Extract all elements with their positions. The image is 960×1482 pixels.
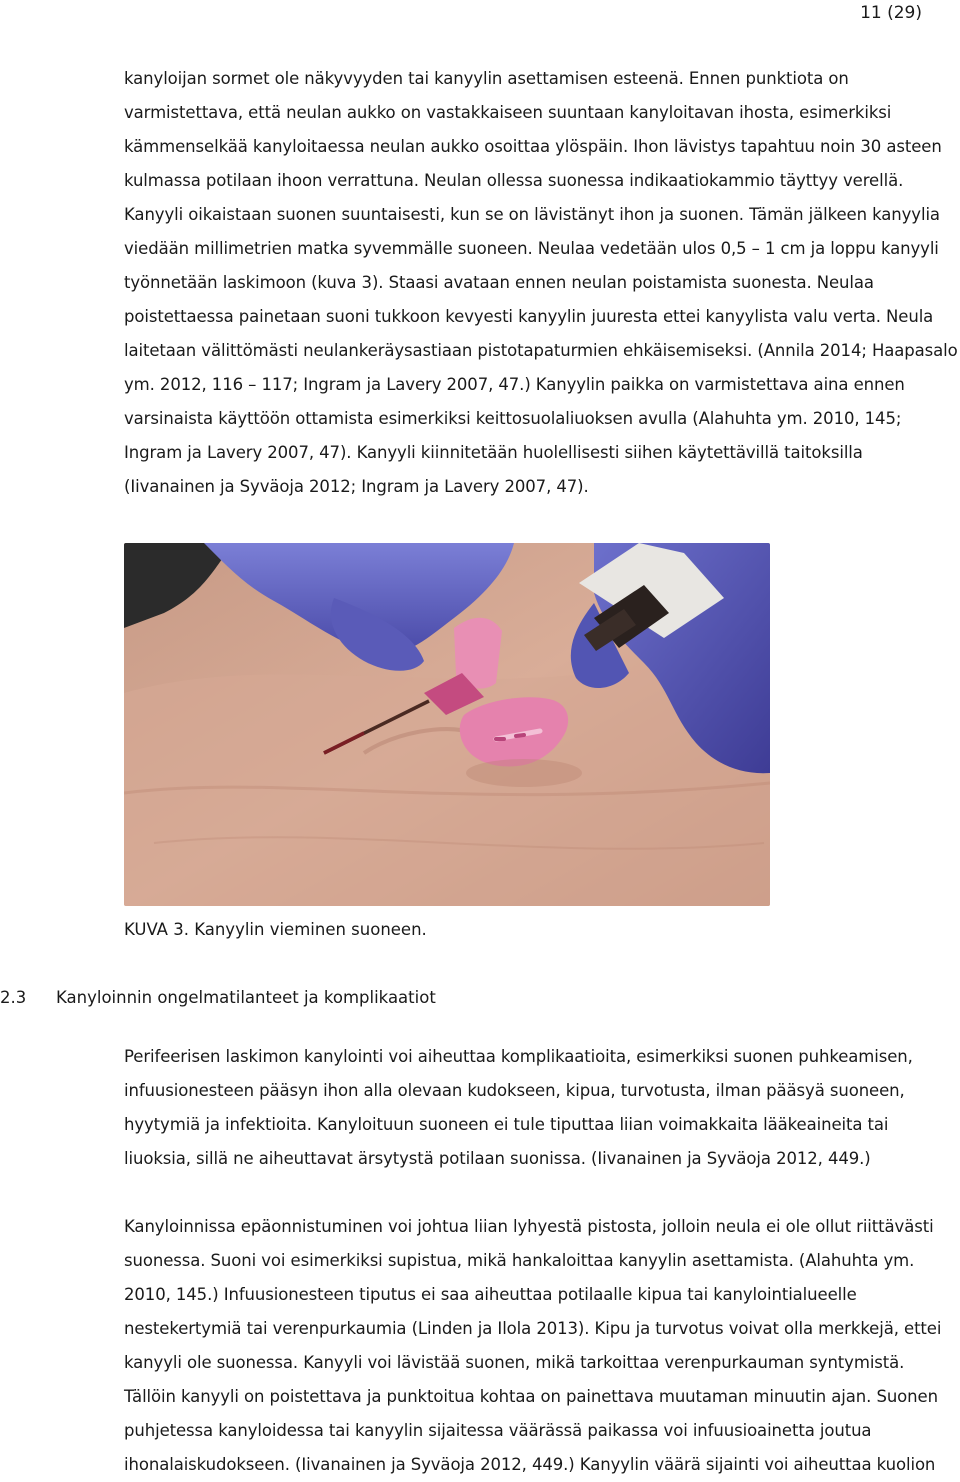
- text-line: laitetaan välittömästi neulankeräysastiaan pistotapaturmien ehkäisemiseksi. (Annila 2014; Haapasalo: [124, 341, 958, 360]
- text-line: hyytymiä ja infektioita. Kanyloituun suoneen ei tule tiputtaa liian voimakkaita lääkeaineita tai: [124, 1115, 889, 1134]
- text-line: kämmenselkää kanyloitaessa neulan aukko osoittaa ylöspäin. Ihon lävistys tapahtuu noin 30 asteen: [124, 137, 942, 156]
- text-line: 2010, 145.) Infuusionesteen tiputus ei saa aiheuttaa potilaalle kipua tai kanylointialueelle: [124, 1285, 857, 1304]
- text-line: poistettaessa painetaan suoni tukkoon kevyesti kanyylin juuresta ettei kanyylista valu verta. Neula: [124, 307, 934, 326]
- text-line: varsinaista käyttöön ottamista esimerkiksi keittosuolaliuoksen avulla (Alahuhta ym. 2010, 145;: [124, 409, 902, 428]
- text-line: työnnetään laskimoon (kuva 3). Staasi avataan ennen neulan poistamista suonesta. Neulaa: [124, 273, 874, 292]
- text-line: nestekertymiä tai verenpurkaumia (Linden ja Ilola 2013). Kipu ja turvotus voivat olla merkkejä, ettei: [124, 1319, 942, 1338]
- text-line: Perifeerisen laskimon kanylointi voi aiheuttaa komplikaatioita, esimerkiksi suonen puhkeamisen,: [124, 1047, 913, 1066]
- text-line: Tällöin kanyyli on poistettava ja punktoitua kohtaa on painettava muutaman minuutin ajan. Suonen: [124, 1387, 938, 1406]
- text-line: varmistettava, että neulan aukko on vastakkaiseen suuntaan kanyloitavan ihosta, esimerkiksi: [124, 103, 892, 122]
- section-title: Kanyloinnin ongelmatilanteet ja komplikaatiot: [56, 988, 436, 1007]
- text-line: puhjetessa kanyloidessa tai kanyylin sijaitessa väärässä paikassa voi infuusioainetta joutua: [124, 1421, 872, 1440]
- text-line: Kanyyli oikaistaan suonen suuntaisesti, kun se on lävistänyt ihon ja suonen. Tämän jälkeen kanyylia: [124, 205, 940, 224]
- text-line: (Iivanainen ja Syväoja 2012; Ingram ja Lavery 2007, 47).: [124, 477, 589, 496]
- page-number: 11 (29): [860, 3, 922, 23]
- text-line: suonessa. Suoni voi esimerkiksi supistua, mikä hankaloittaa kanyylin asettamista. (Alahuhta ym.: [124, 1251, 915, 1270]
- text-line: ihonalaiskudokseen. (Iivanainen ja Syväoja 2012, 449.) Kanyylin väärä sijainti voi aiheuttaa kuolion: [124, 1455, 936, 1474]
- text-line: kanyloijan sormet ole näkyvyyden tai kanyylin asettamisen esteenä. Ennen punktiota on: [124, 69, 849, 88]
- text-line: Ingram ja Lavery 2007, 47). Kanyyli kiinnitetään huolellisesti siihen käytettävillä taitoksilla: [124, 443, 863, 462]
- text-line: infuusionesteen pääsyn ihon alla olevaan kudokseen, kipua, turvotusta, ilman pääsyä suoneen,: [124, 1081, 905, 1100]
- text-line: liuoksia, sillä ne aiheuttavat ärsytystä potilaan suonissa. (Iivanainen ja Syväoja 2012, 449.): [124, 1149, 871, 1168]
- figure-caption: KUVA 3. Kanyylin vieminen suoneen.: [124, 920, 427, 939]
- body-paragraph-2: [124, 1040, 960, 1176]
- body-paragraph-3: [124, 1210, 960, 1482]
- text-line: kanyyli ole suonessa. Kanyyli voi lävistää suonen, mikä tarkoittaa verenpurkauman syntymistä.: [124, 1353, 905, 1372]
- text-line: Kanyloinnissa epäonnistuminen voi johtua liian lyhyestä pistosta, jolloin neula ei ole ollut riittävästi: [124, 1217, 934, 1236]
- body-paragraph-1: [124, 62, 960, 504]
- text-line: ym. 2012, 116 – 117; Ingram ja Lavery 2007, 47.) Kanyylin paikka on varmistettava aina ennen: [124, 375, 905, 394]
- cannulation-photo: [124, 543, 770, 906]
- text-line: kulmassa potilaan ihoon verrattuna. Neulan ollessa suonessa indikaatiokammio täyttyy verellä.: [124, 171, 904, 190]
- text-line: viedään millimetrien matka syvemmälle suoneen. Neulaa vedetään ulos 0,5 – 1 cm ja loppu kanyyli: [124, 239, 939, 258]
- section-number: 2.3: [0, 988, 27, 1007]
